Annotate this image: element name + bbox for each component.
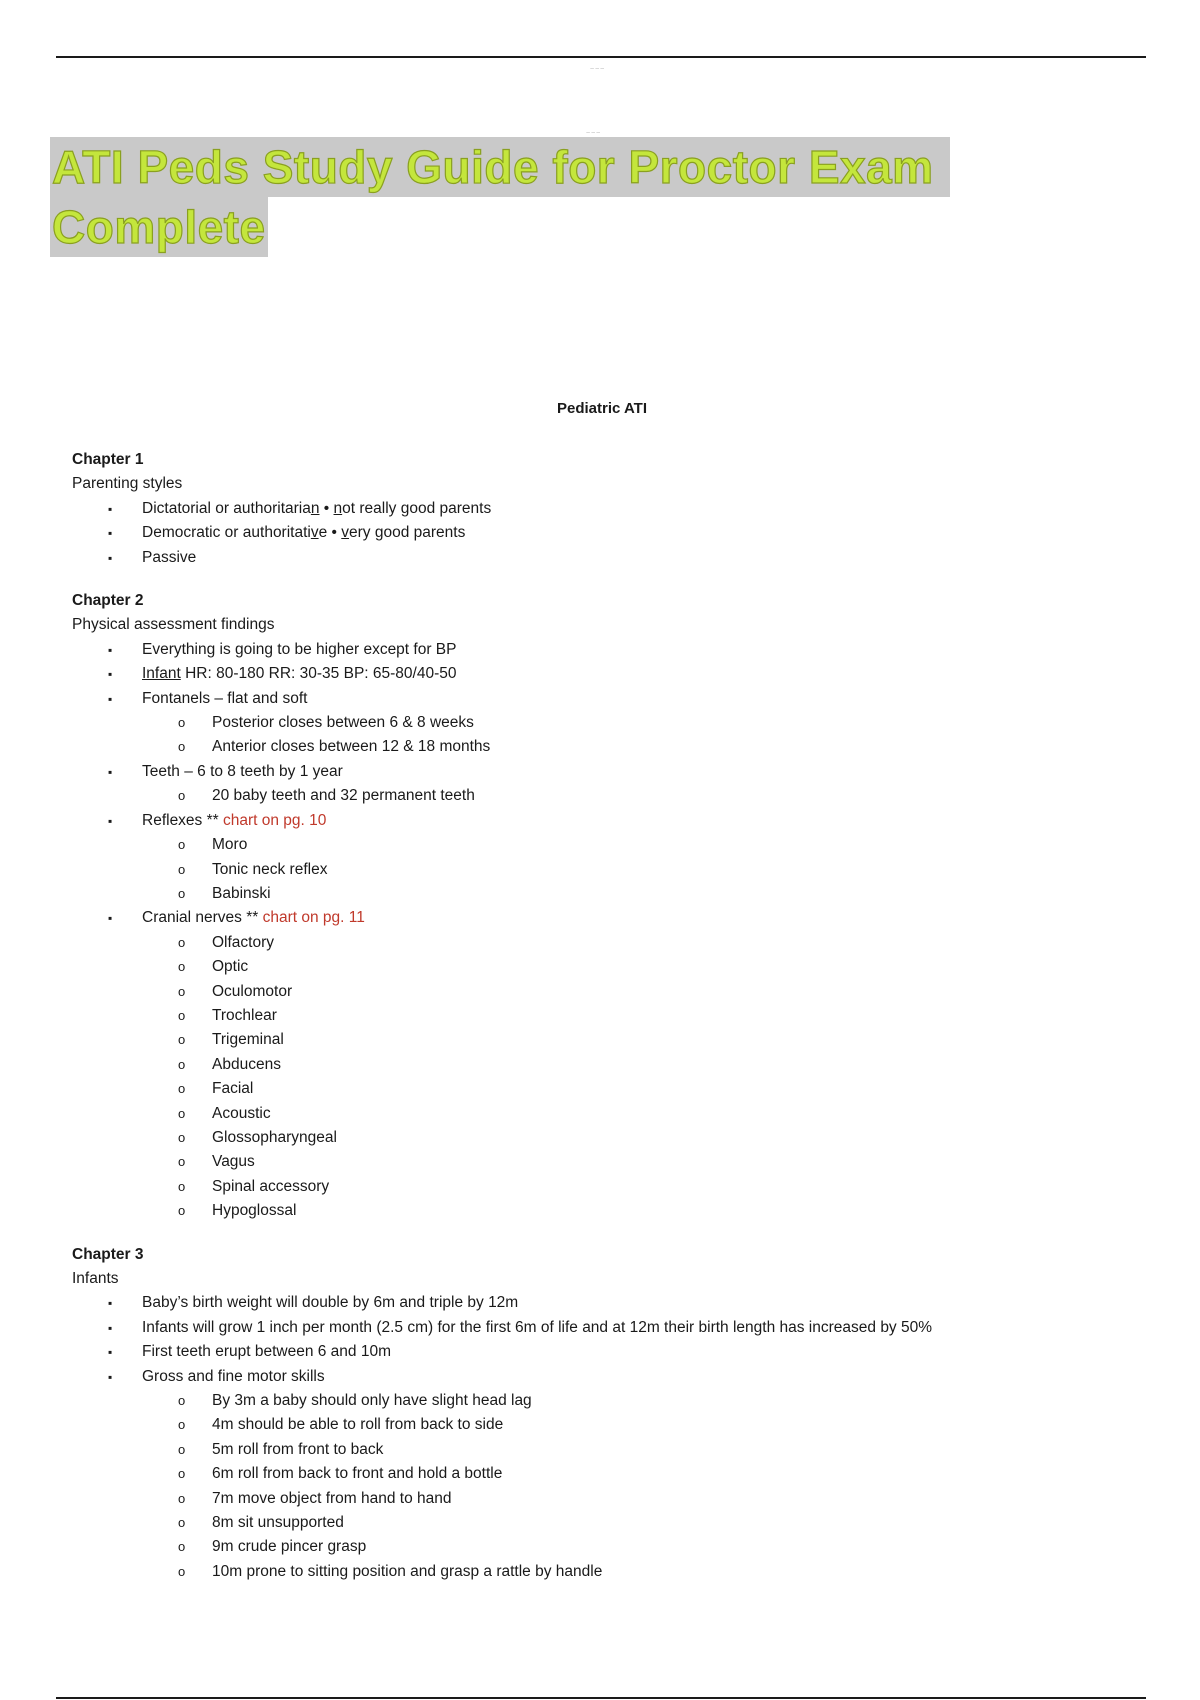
circle-bullet-icon: o <box>178 1563 186 1579</box>
sub-list-item: o By 3m a baby should only have slight head lag <box>72 1389 1152 1413</box>
title-line-2: Complete <box>50 197 268 257</box>
circle-bullet-icon: o <box>178 983 186 999</box>
list-item: ▪ Teeth – 6 to 8 teeth by 1 year o 20 baby teeth and 32 permanent teeth <box>72 760 1152 809</box>
circle-bullet-icon: o <box>178 788 186 804</box>
chapter-1 <box>72 448 1152 570</box>
bullet-icon: ▪ <box>108 501 113 516</box>
chapter-2 <box>72 589 1152 1224</box>
sub-list-item: o Posterior closes between 6 & 8 weeks <box>72 711 1152 735</box>
document-body <box>72 448 1152 1603</box>
chapter-subtitle: Parenting styles <box>72 475 183 493</box>
sub-list-item: o Hypoglossal <box>72 1199 1152 1223</box>
circle-bullet-icon: o <box>178 885 186 901</box>
list-item: ▪ Infants will grow 1 inch per month (2.5 cm) for the first 6m of life and at 12m their birth length has increased by 50% <box>72 1316 1152 1340</box>
list-item: ▪ Cranial nerves ** chart on pg. 11 o Olfactory o Optic o Oculomotor o Trochlear o Trigeminal o Abducens o Facial o Acoustic o Glossopharyngeal o Vagus o Spinal accessory o Hypoglossal <box>72 906 1152 1223</box>
sub-list-item: o Abducens <box>72 1053 1152 1077</box>
sub-list-item: o Glossopharyngeal <box>72 1126 1152 1150</box>
chapter-title: Chapter 1 <box>72 451 144 468</box>
circle-bullet-icon: o <box>178 1539 186 1555</box>
list-item: ▪ Baby’s birth weight will double by 6m and triple by 12m <box>72 1291 1152 1315</box>
top-rule <box>56 56 1146 58</box>
sub-list-item: o 6m roll from back to front and hold a bottle <box>72 1462 1152 1486</box>
bullet-list <box>72 1291 1152 1584</box>
circle-bullet-icon: o <box>178 837 186 853</box>
circle-bullet-icon: o <box>178 1466 186 1482</box>
bullet-icon: ▪ <box>108 667 113 682</box>
circle-bullet-icon: o <box>178 739 186 755</box>
sub-list-item: o Babinski <box>72 882 1152 906</box>
chapter-title: Chapter 2 <box>72 592 144 610</box>
sub-list-item: o Acoustic <box>72 1102 1152 1126</box>
list-item: ▪ Dictatorial or authoritarian • not really good parents <box>72 497 1152 521</box>
circle-bullet-icon: o <box>178 1129 186 1145</box>
faint-mark: ~~~ <box>590 66 606 73</box>
list-item: ▪ Passive <box>72 546 1152 570</box>
bullet-icon: ▪ <box>108 1296 113 1311</box>
circle-bullet-icon: o <box>178 934 186 950</box>
circle-bullet-icon: o <box>178 1178 186 1194</box>
sub-list-item: o Moro <box>72 833 1152 857</box>
bullet-icon: ▪ <box>108 526 113 541</box>
list-item: ▪ Gross and fine motor skills o By 3m a baby should only have slight head lag o 4m should be able to roll from back to side o 5m roll from front to back o 6m roll from back to front and hold a bottle o 7m move object from hand to hand o 8m sit unsupported o 9m crude pincer grasp o 10m prone to sitting position and grasp a rattle by handle <box>72 1365 1152 1585</box>
sub-list-item: o 4m should be able to roll from back to side <box>72 1413 1152 1437</box>
circle-bullet-icon: o <box>178 1056 186 1072</box>
sub-list <box>72 784 1152 808</box>
bullet-icon: ▪ <box>108 642 113 657</box>
title-line-1: ATI Peds Study Guide for Proctor Exam <box>50 137 950 197</box>
circle-bullet-icon: o <box>178 1105 186 1121</box>
list-item: ▪ Infant HR: 80-180 RR: 30-35 BP: 65-80/40-50 <box>72 662 1152 686</box>
sub-list-item: o Optic <box>72 955 1152 979</box>
bullet-list <box>72 497 1152 570</box>
sub-list-item: o 9m crude pincer grasp <box>72 1535 1152 1559</box>
sub-list-item: o 10m prone to sitting position and grasp a rattle by handle <box>72 1560 1152 1584</box>
sub-list-item: o Olfactory <box>72 931 1152 955</box>
sub-list-item: o Anterior closes between 12 & 18 months <box>72 735 1152 759</box>
sub-list-item: o Vagus <box>72 1150 1152 1174</box>
circle-bullet-icon: o <box>178 1032 186 1048</box>
chapter-title: Chapter 3 <box>72 1245 144 1263</box>
sub-list-item: o Spinal accessory <box>72 1175 1152 1199</box>
bullet-icon: ▪ <box>108 1320 113 1335</box>
sub-list-item: o 8m sit unsupported <box>72 1511 1152 1535</box>
sub-list <box>72 931 1152 1224</box>
bullet-icon: ▪ <box>108 764 113 779</box>
sub-list-item: o Tonic neck reflex <box>72 858 1152 882</box>
bullet-icon: ▪ <box>108 1345 113 1360</box>
bullet-icon: ▪ <box>108 813 113 828</box>
list-item: ▪ First teeth erupt between 6 and 10m <box>72 1340 1152 1364</box>
bullet-icon: ▪ <box>108 550 113 565</box>
bullet-list <box>72 638 1152 1224</box>
circle-bullet-icon: o <box>178 1154 186 1170</box>
sub-list <box>72 833 1152 906</box>
sub-list-item: o 20 baby teeth and 32 permanent teeth <box>72 784 1152 808</box>
document-title <box>50 137 950 257</box>
circle-bullet-icon: o <box>178 1081 186 1097</box>
circle-bullet-icon: o <box>178 1203 186 1219</box>
circle-bullet-icon: o <box>178 715 186 731</box>
chapter-subtitle: Infants <box>72 1270 119 1287</box>
chapter-subtitle: Physical assessment findings <box>72 616 275 634</box>
sub-list <box>72 711 1152 760</box>
circle-bullet-icon: o <box>178 1490 186 1506</box>
sub-list-item: o Facial <box>72 1077 1152 1101</box>
list-item: ▪ Democratic or authoritative • very good parents <box>72 521 1152 545</box>
sub-list <box>72 1389 1152 1584</box>
list-item: ▪ Everything is going to be higher except for BP <box>72 638 1152 662</box>
page-heading: Pediatric ATI <box>556 400 648 417</box>
circle-bullet-icon: o <box>178 1007 186 1023</box>
sub-list-item: o 7m move object from hand to hand <box>72 1487 1152 1511</box>
circle-bullet-icon: o <box>178 861 186 877</box>
circle-bullet-icon: o <box>178 1441 186 1457</box>
bullet-icon: ▪ <box>108 691 113 706</box>
circle-bullet-icon: o <box>178 959 186 975</box>
circle-bullet-icon: o <box>178 1417 186 1433</box>
sub-list-item: o Oculomotor <box>72 980 1152 1004</box>
chapter-3 <box>72 1243 1152 1585</box>
sub-list-item: o Trigeminal <box>72 1028 1152 1052</box>
bullet-icon: ▪ <box>108 911 113 926</box>
circle-bullet-icon: o <box>178 1393 186 1409</box>
bottom-rule <box>56 1697 1146 1699</box>
sub-list-item: o Trochlear <box>72 1004 1152 1028</box>
list-item: ▪ Reflexes ** chart on pg. 10 o Moro o Tonic neck reflex o Babinski <box>72 809 1152 907</box>
sub-list-item: o 5m roll from front to back <box>72 1438 1152 1462</box>
faint-mark: ~~~ <box>586 130 602 137</box>
bullet-icon: ▪ <box>108 1369 113 1384</box>
list-item: ▪ Fontanels – flat and soft o Posterior closes between 6 & 8 weeks o Anterior closes between 12 & 18 months <box>72 687 1152 760</box>
circle-bullet-icon: o <box>178 1515 186 1531</box>
